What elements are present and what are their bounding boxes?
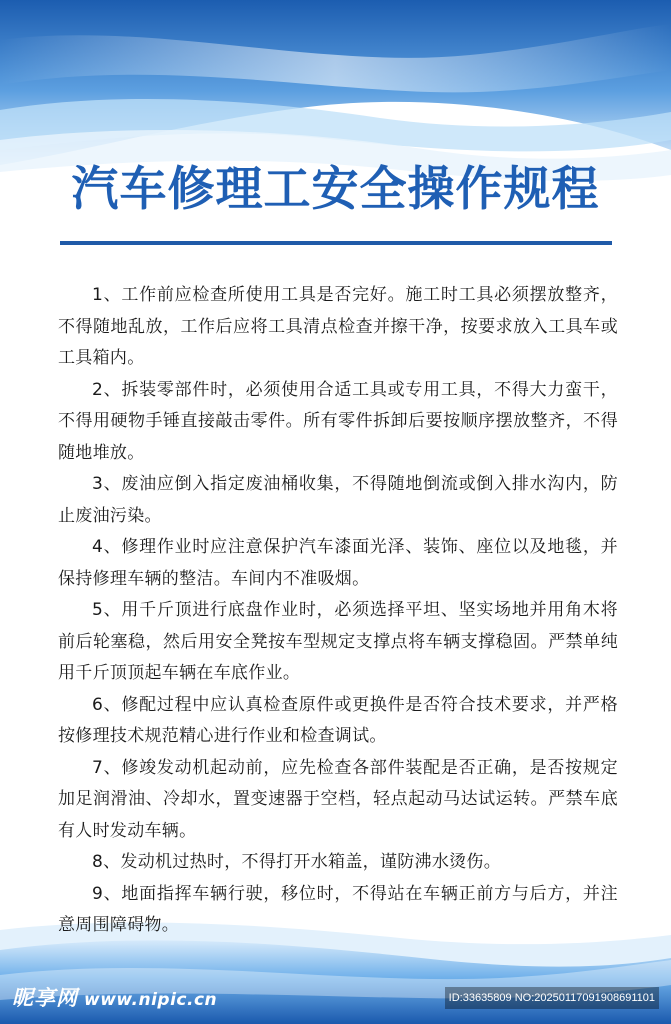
page-title: 汽车修理工安全操作规程 [71, 162, 600, 217]
watermark-id: ID:33635809 NO:20250117091908691101 [445, 987, 659, 1009]
watermark-brand: 昵享网 [12, 986, 78, 1010]
rule-item: 8、发动机过热时，不得打开水箱盖，谨防沸水烫伤。 [92, 852, 502, 872]
rules-list [58, 280, 618, 942]
rule-item: 5、用千斤顶进行底盘作业时，必须选择平坦、坚实场地并用角木将前后轮塞稳，然后用安全凳按车型规定支撑点将车辆支撑稳固。严禁单纯用千斤顶顶起车辆在车底作业。 [58, 600, 618, 683]
rule-item: 1、工作前应检查所使用工具是否完好。施工时工具必须摆放整齐，不得随地乱放，工作后应将工具清点检查并擦干净，按要求放入工具车或工具箱内。 [58, 285, 618, 368]
title-divider [60, 241, 612, 245]
watermark-logo [12, 983, 217, 1013]
rule-item: 3、废油应倒入指定废油桶收集，不得随地倒流或倒入排水沟内，防止废油污染。 [58, 474, 618, 526]
rule-item: 9、地面指挥车辆行驶，移位时，不得站在车辆正前方与后方，并注意周围障碍物。 [58, 883, 618, 935]
watermark-site: www.nipic.cn [84, 990, 218, 1010]
rule-item: 4、修理作业时应注意保护汽车漆面光泽、装饰、座位以及地毯，并保持修理车辆的整洁。车间内不准吸烟。 [58, 537, 618, 589]
rule-item: 7、修竣发动机起动前，应先检查各部件装配是否正确，是否按规定加足润滑油、冷却水，置变速器于空档，轻点起动马达试运转。严禁车底有人时发动车辆。 [58, 757, 618, 841]
rule-item: 6、修配过程中应认真检查原件或更换件是否符合技术要求，并严格按修理技术规范精心进行作业和检查调试。 [58, 694, 618, 746]
rule-item: 2、拆装零部件时，必须使用合适工具或专用工具，不得大力蛮干，不得用硬物手锤直接敲击零件。所有零件拆卸后要按顺序摆放整齐，不得随地堆放。 [58, 379, 618, 463]
